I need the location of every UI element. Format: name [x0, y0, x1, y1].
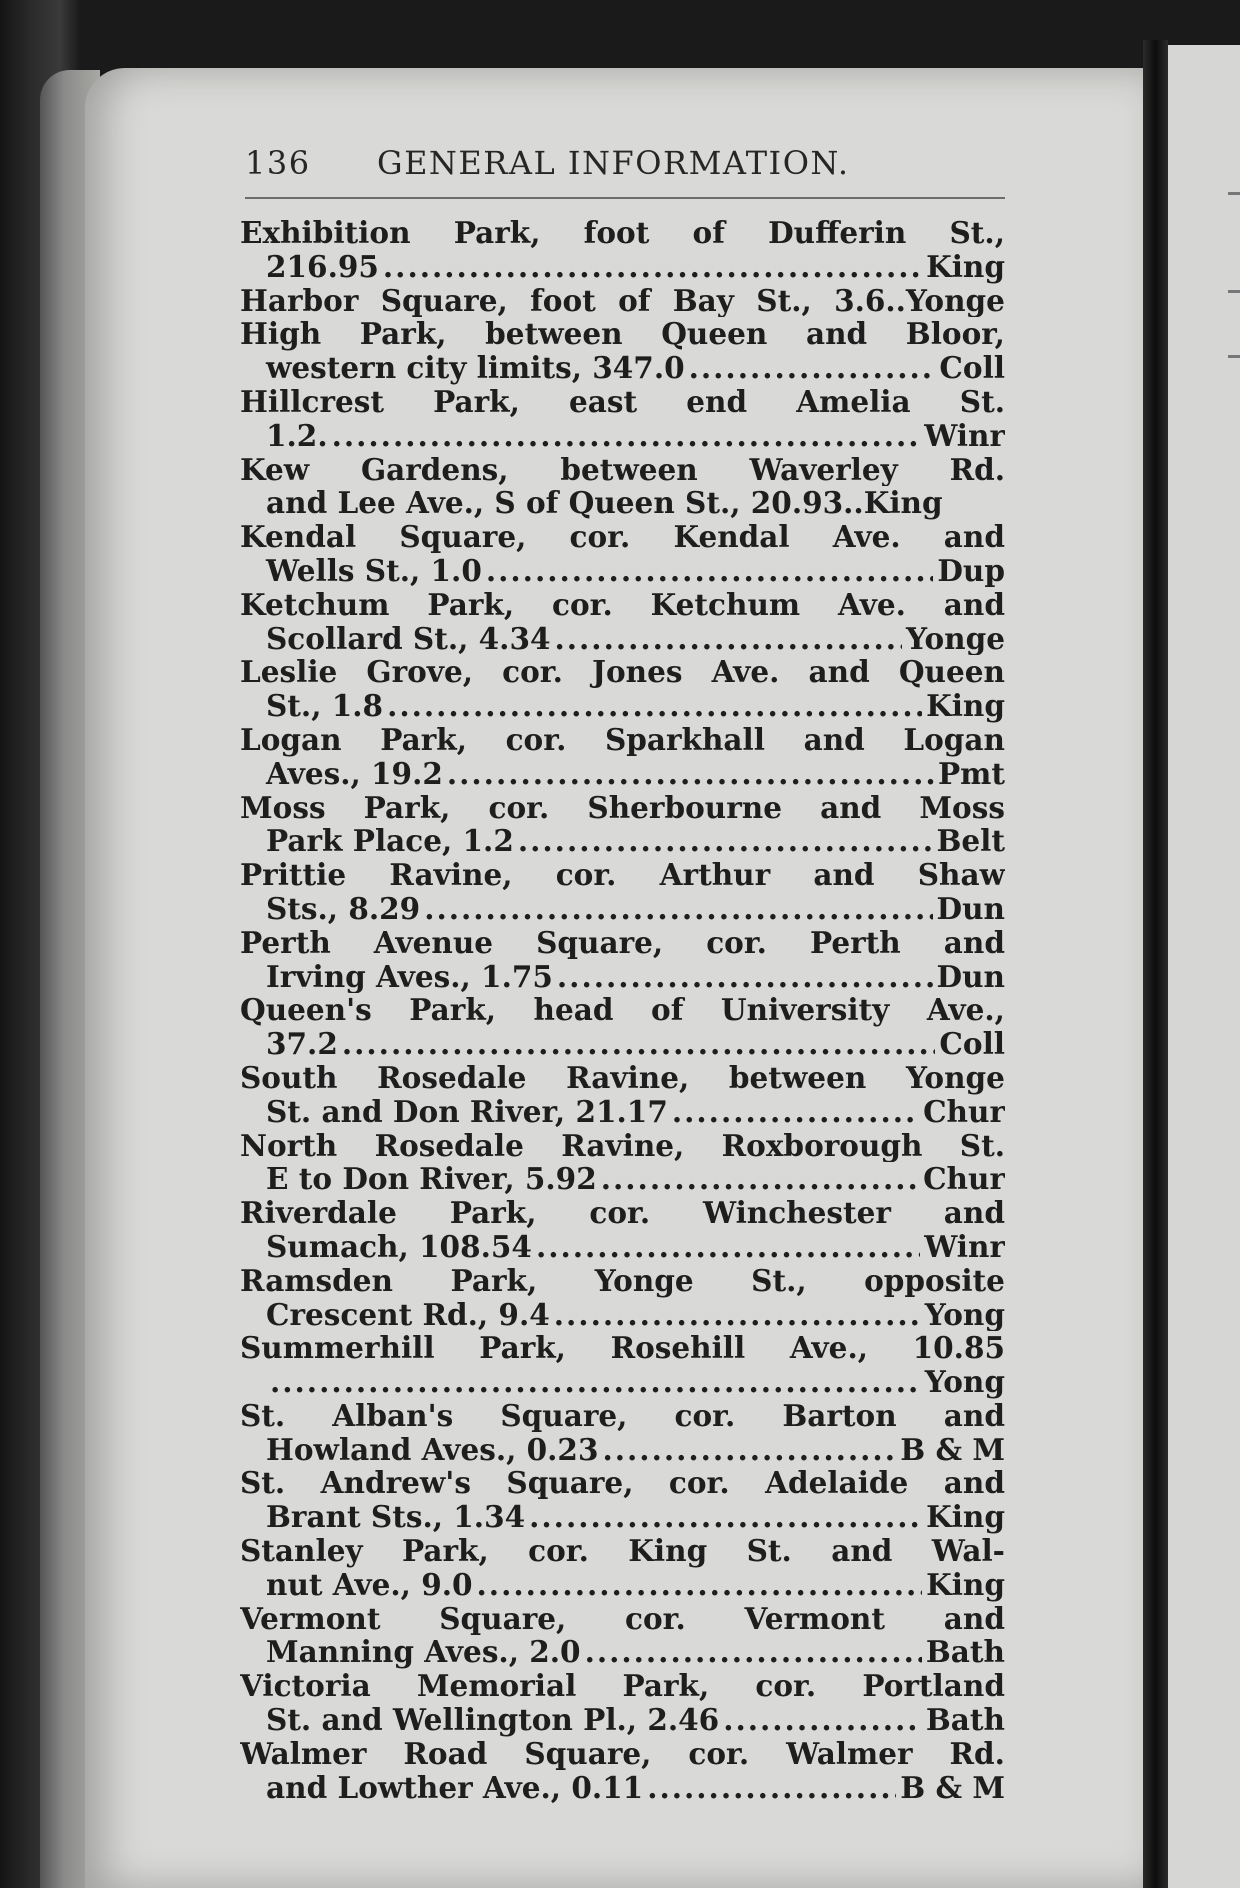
entry-district: King [926, 249, 1005, 284]
entry-location: 37.2 [266, 1027, 338, 1061]
entry-word: Perth [240, 925, 331, 960]
entry-district: Bath [925, 1635, 1005, 1670]
entry-word: and [943, 587, 1005, 622]
entry-word: Waverley [749, 452, 898, 487]
entry-location: Howland Aves., 0.23 [266, 1432, 599, 1467]
park-entry [240, 1196, 1005, 1264]
entry-location: 216.95 [266, 249, 379, 284]
park-entry [240, 1669, 1005, 1737]
entry-word: 3.6..Yonge [834, 283, 1005, 318]
entry-district: Yong [924, 1297, 1005, 1332]
entry-word: of [651, 993, 684, 1028]
entry-word: cor. [488, 790, 550, 825]
entry-word: cor. [668, 1466, 730, 1501]
entry-word: Harbor [240, 283, 359, 318]
entry-word: Park, [427, 587, 515, 622]
entry-word: Amelia [796, 384, 911, 419]
entry-word: Bloor, [905, 317, 1005, 352]
leader-dots [424, 892, 932, 926]
entry-line-1 [240, 1669, 1005, 1703]
entry-line-1 [240, 655, 1005, 689]
entry-word: Ramsden [240, 1263, 393, 1298]
entry-line-2 [240, 1230, 1005, 1264]
entry-word: and [943, 1398, 1005, 1433]
entry-line-2 [240, 554, 1005, 588]
entry-line-1 [240, 1399, 1005, 1433]
entry-line-2 [240, 622, 1005, 656]
entry-word: Ave. [838, 587, 906, 622]
entry-line-1 [240, 216, 1005, 250]
park-entry [240, 520, 1005, 588]
entry-word: and [805, 317, 868, 352]
entry-line-1 [240, 1061, 1005, 1095]
entry-word: cor. [505, 722, 567, 757]
entry-word: cor. [688, 1736, 750, 1771]
entry-word: of [618, 283, 651, 318]
entry-word: Park, [450, 1263, 538, 1298]
entry-location: St. and Don River, 21.17 [266, 1094, 668, 1129]
entry-location: St., 1.8 [266, 689, 384, 723]
entry-word: St. [240, 1466, 286, 1501]
leader-dots [585, 1635, 922, 1669]
entry-location: and Lee Ave., S of Queen St., 20.93..King [266, 486, 943, 521]
leader-dots [536, 1230, 920, 1264]
entry-word: Dufferin [768, 216, 907, 250]
entry-word: Rosedale [374, 1128, 524, 1163]
entry-word: head [533, 993, 614, 1028]
facing-page-mark [1228, 290, 1240, 293]
entry-word: Hillcrest [240, 384, 384, 419]
entry-word: and [943, 1466, 1005, 1501]
entry-word: High [240, 317, 322, 352]
entry-word: cor. [755, 1669, 817, 1704]
entry-location: Park Place, 1.2 [266, 824, 514, 859]
entry-word: and [808, 655, 870, 690]
entry-word: Road [403, 1736, 488, 1771]
entry-word: between [485, 317, 623, 352]
entry-location: E to Don River, 5.92 [266, 1162, 597, 1197]
entry-line-1 [240, 1466, 1005, 1500]
entry-word: Walmer [786, 1736, 913, 1771]
entry-location: St. and Wellington Pl., 2.46 [266, 1703, 720, 1737]
entry-line-2 [240, 250, 1005, 284]
leader-dots [672, 1095, 919, 1129]
facing-page-mark [1228, 355, 1240, 358]
entry-word: Park, [453, 216, 541, 250]
entry-line-2 [240, 1500, 1005, 1534]
entry-word: cor. [555, 858, 617, 892]
leader-dots [387, 689, 922, 723]
entry-line-1 [240, 1534, 1005, 1568]
entry-word: and [813, 858, 875, 892]
entry-word: Queen's [240, 993, 372, 1028]
leader-dots [529, 1500, 922, 1534]
entry-word: Park, [479, 1331, 566, 1366]
entry-word: Queen [898, 655, 1005, 690]
entry-word: of [692, 216, 725, 250]
entry-line-1 [240, 1129, 1005, 1163]
entry-word: St. [959, 1128, 1005, 1163]
entry-word: and [831, 1534, 893, 1568]
park-entry [240, 453, 1005, 521]
entry-word: St., [756, 283, 812, 318]
entry-word: Gardens, [360, 452, 509, 487]
entry-word: Arthur [659, 858, 771, 892]
leader-dots [383, 250, 922, 284]
entry-location: Brant Sts., 1.34 [266, 1500, 526, 1535]
entry-location: Scollard St., 4.34 [266, 621, 551, 656]
entry-district: Coll [939, 1027, 1005, 1061]
entry-word: cor. [552, 587, 613, 622]
park-entry [240, 385, 1005, 453]
entry-district: Yong [924, 1365, 1005, 1399]
entry-word: Walmer [240, 1736, 367, 1771]
entry-word: Sparkhall [604, 722, 765, 757]
entry-line-1 [240, 993, 1005, 1027]
entry-district: King [926, 1567, 1005, 1602]
entry-line-1 [240, 284, 1005, 318]
entry-word: cor. [502, 655, 563, 690]
entry-line-2 [240, 757, 1005, 791]
leader-dots [447, 757, 934, 791]
entry-word: Square, [536, 925, 664, 960]
entry-word: Logan [240, 722, 342, 757]
entry-district: B & M [900, 1770, 1005, 1805]
entry-word: Kew [240, 452, 310, 487]
entry-word: Square, [500, 1398, 628, 1433]
entry-word: Perth [809, 925, 901, 960]
park-entry [240, 926, 1005, 994]
entry-line-1 [240, 520, 1005, 554]
entry-word: and [943, 1601, 1005, 1636]
leader-dots [270, 1365, 921, 1399]
entry-district: Coll [939, 351, 1005, 385]
entry-word: Memorial [416, 1669, 577, 1704]
entry-word: Rosedale [377, 1060, 527, 1095]
entry-word: St., [751, 1263, 807, 1298]
entry-location: 1.2. [266, 418, 328, 453]
park-entry [240, 1534, 1005, 1602]
entry-word: Ave. [832, 520, 901, 554]
entry-district: King [926, 689, 1005, 723]
entry-district: B & M [900, 1432, 1005, 1467]
entry-word: Ave., [926, 993, 1005, 1028]
entry-word: Park, [622, 1669, 710, 1704]
entry-line-2 [240, 824, 1005, 858]
park-entry [240, 791, 1005, 859]
entry-word: Kendal [240, 520, 357, 554]
book-gutter [1143, 40, 1168, 1888]
entry-district: Pmt [937, 756, 1005, 791]
entry-word: St. [746, 1534, 792, 1568]
leader-dots [601, 1162, 919, 1196]
entry-district: King [926, 1500, 1005, 1535]
entry-line-1 [240, 453, 1005, 487]
entry-word: and [943, 1196, 1005, 1230]
entry-line-2 [240, 1703, 1005, 1737]
entry-word: Square, [506, 1466, 634, 1501]
entry-word: Andrew's [320, 1466, 471, 1501]
entry-word: and [820, 790, 882, 825]
entry-word: between [728, 1060, 867, 1095]
entry-word: cor. [528, 1534, 589, 1568]
entry-district: Chur [923, 1162, 1005, 1197]
entry-line-2 [240, 1365, 1005, 1399]
entry-line-1 [240, 1331, 1005, 1365]
entry-location: Sumach, 108.54 [266, 1229, 532, 1264]
entry-district: Winr [924, 1229, 1005, 1264]
entry-word: Park, [363, 790, 451, 825]
park-entry [240, 284, 1005, 318]
entry-line-2 [240, 1095, 1005, 1129]
entry-word: cor. [589, 1196, 651, 1230]
entry-word: Ave. [711, 655, 780, 690]
entry-line-1 [240, 858, 1005, 892]
entry-word: Roxborough [721, 1128, 923, 1163]
entry-line-2 [240, 960, 1005, 994]
entry-word: Exhibition [240, 216, 411, 250]
entry-word: Vermont [744, 1601, 886, 1636]
entry-line-1 [240, 723, 1005, 757]
entry-word: Jones [591, 655, 683, 690]
entry-word: Park, [402, 1534, 489, 1568]
entry-word: Wal- [931, 1534, 1005, 1568]
entry-word: Rosehill [610, 1331, 746, 1366]
header-rule [245, 197, 1005, 199]
park-entry [240, 655, 1005, 723]
facing-page-mark [1228, 192, 1240, 195]
entry-word: cor. [569, 520, 631, 554]
entry-word: Rd. [949, 452, 1005, 487]
park-entry [240, 1737, 1005, 1805]
leader-dots [647, 1771, 896, 1805]
entry-line-2 [240, 486, 1005, 520]
park-entry [240, 723, 1005, 791]
entry-line-2 [240, 1298, 1005, 1332]
entry-word: Portland [862, 1669, 1005, 1704]
entry-line-2 [240, 419, 1005, 453]
park-entry [240, 1129, 1005, 1197]
leader-dots [689, 351, 936, 385]
entry-word: cor. [674, 1398, 736, 1433]
entry-word: Alban's [332, 1398, 454, 1433]
park-entry [240, 216, 1005, 284]
entry-district: Dun [936, 891, 1005, 926]
entry-word: Vermont [240, 1601, 381, 1636]
entry-word: opposite [864, 1263, 1005, 1298]
entry-line-1 [240, 1264, 1005, 1298]
facing-page-edge [1168, 45, 1240, 1888]
park-list [240, 216, 1005, 1804]
page-number: 136 [245, 144, 311, 182]
park-entry [240, 858, 1005, 926]
entry-location: and Lowther Ave., 0.11 [266, 1770, 644, 1805]
entry-word: Square, [439, 1601, 567, 1636]
entry-line-1 [240, 791, 1005, 825]
entry-location: Crescent Rd., 9.4 [266, 1297, 550, 1332]
entry-word: Victoria [240, 1669, 371, 1704]
running-head: GENERAL INFORMATION. [377, 144, 850, 182]
entry-word: Park, [359, 317, 447, 352]
entry-line-2 [240, 1162, 1005, 1196]
entry-word: Avenue [373, 925, 494, 960]
entry-word: foot [530, 283, 596, 318]
entry-district: Chur [923, 1094, 1005, 1129]
leader-dots [723, 1703, 922, 1737]
entry-word: Ravine, [561, 1128, 685, 1163]
entry-line-2 [240, 1568, 1005, 1602]
entry-line-1 [240, 1737, 1005, 1771]
entry-word: Ravine, [389, 858, 513, 892]
entry-word: and [803, 722, 865, 757]
leader-dots [477, 1568, 923, 1602]
park-entry [240, 993, 1005, 1061]
entry-word: Yonge [594, 1263, 694, 1298]
entry-district: Belt [936, 824, 1005, 859]
leader-dots [518, 824, 933, 858]
entry-word: King [628, 1534, 708, 1568]
entry-location: Manning Aves., 2.0 [266, 1635, 581, 1670]
entry-word: Sherbourne [587, 790, 782, 825]
entry-word: Shaw [917, 858, 1005, 892]
entry-line-2 [240, 1635, 1005, 1669]
entry-word: South [240, 1060, 338, 1095]
entry-line-1 [240, 317, 1005, 351]
park-entry [240, 1061, 1005, 1129]
entry-location: Sts., 8.29 [266, 891, 421, 926]
entry-line-2 [240, 1771, 1005, 1805]
entry-word: cor. [706, 925, 767, 960]
entry-line-1 [240, 588, 1005, 622]
entry-word: Adelaide [765, 1466, 909, 1501]
entry-word: Square, [524, 1736, 652, 1771]
entry-line-2 [240, 351, 1005, 385]
entry-line-2 [240, 689, 1005, 723]
leader-dots [554, 1298, 921, 1332]
entry-word: St. [959, 384, 1005, 419]
entry-word: Stanley [240, 1534, 363, 1568]
leader-dots [557, 960, 933, 994]
entry-location: nut Ave., 9.0 [266, 1567, 473, 1602]
leader-dots [342, 1027, 936, 1061]
entry-word: Rd. [949, 1736, 1005, 1771]
entry-location: Aves., 19.2 [266, 756, 443, 791]
entry-word: Riverdale [240, 1196, 397, 1230]
entry-district: Dun [936, 959, 1005, 994]
entry-district: Yonge [905, 621, 1005, 656]
entry-word: east [569, 384, 638, 419]
entry-word: between [560, 452, 698, 487]
entry-word: Park, [409, 993, 497, 1028]
entry-word: Yonge [905, 1060, 1005, 1095]
entry-line-1 [240, 385, 1005, 419]
entry-word: Square, [399, 520, 527, 554]
entry-line-1 [240, 1196, 1005, 1230]
entry-word: end [686, 384, 748, 419]
entry-district: Dup [937, 553, 1005, 588]
entry-word: Ravine, [566, 1060, 690, 1095]
entry-word: and [943, 925, 1005, 960]
entry-line-2 [240, 892, 1005, 926]
park-entry [240, 1466, 1005, 1534]
entry-word: Bay [672, 283, 734, 318]
entry-word: Park, [449, 1196, 537, 1230]
entry-district: Winr [924, 418, 1005, 453]
entry-district: Bath [925, 1703, 1005, 1737]
entry-word: Moss [919, 790, 1005, 825]
park-entry [240, 1399, 1005, 1467]
park-entry [240, 1264, 1005, 1332]
leader-dots [602, 1433, 896, 1467]
entry-word: cor. [625, 1601, 686, 1636]
entry-word: and [943, 520, 1005, 554]
entry-line-2 [240, 1433, 1005, 1467]
entry-line-2 [240, 1027, 1005, 1061]
entry-word: Park, [380, 722, 467, 757]
park-entry [240, 588, 1005, 656]
entry-word: North [240, 1128, 338, 1163]
entry-word: Kendal [673, 520, 790, 554]
entry-line-1 [240, 1602, 1005, 1636]
entry-word: St. [240, 1398, 286, 1433]
leader-dots [555, 622, 902, 656]
page-header [245, 144, 1005, 186]
park-entry [240, 1331, 1005, 1399]
entry-location: Irving Aves., 1.75 [266, 959, 553, 994]
entry-location: western city limits, 347.0 [266, 351, 685, 385]
entry-word: Moss [240, 790, 326, 825]
entry-word: Barton [782, 1398, 897, 1433]
entry-location: Wells St., 1.0 [266, 553, 482, 588]
entry-word: Ave., [789, 1331, 868, 1366]
entry-word: Winchester [702, 1196, 891, 1230]
entry-word: Park, [433, 384, 520, 419]
entry-word: Logan [903, 722, 1005, 757]
entry-word: Summerhill [240, 1331, 435, 1366]
entry-line-1 [240, 926, 1005, 960]
entry-word: 10.85 [912, 1331, 1005, 1366]
entry-word: Leslie [240, 655, 338, 690]
leader-dots [486, 554, 933, 588]
entry-word: University [720, 993, 890, 1028]
entry-word: foot [583, 216, 650, 250]
entry-word: Prittie [240, 858, 347, 892]
entry-word: Ketchum [240, 587, 390, 622]
entry-word: Queen [661, 317, 768, 352]
leader-dots [332, 419, 921, 453]
park-entry [240, 317, 1005, 385]
entry-word: Grove, [366, 655, 474, 690]
entry-word: Ketchum [650, 587, 801, 622]
entry-word: Square, [380, 283, 508, 318]
entry-word: St., [949, 216, 1005, 250]
park-entry [240, 1602, 1005, 1670]
